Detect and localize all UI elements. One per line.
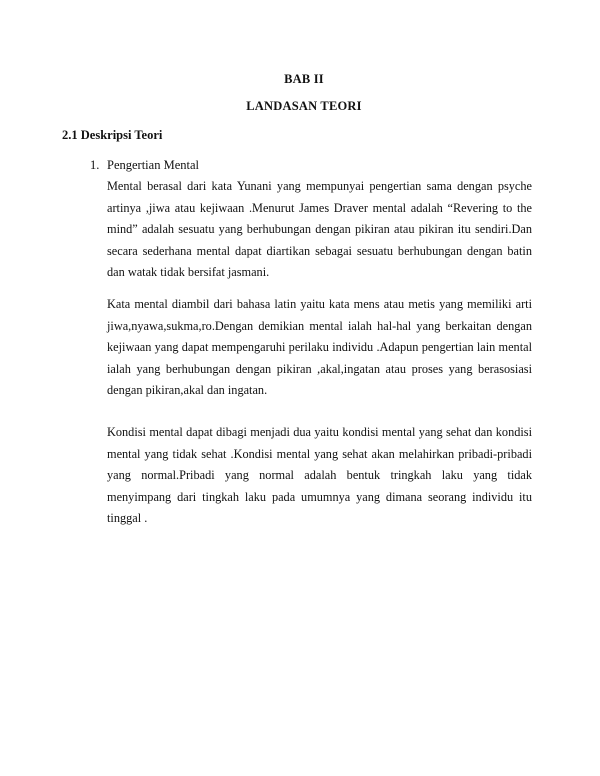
list-marker: 1. bbox=[90, 158, 100, 172]
paragraph-1: Mental berasal dari kata Yunani yang mempunyai pengertian sama dengan psyche artinya ,jiwa atau kejiwaan .Menurut James Draver mental adalah “Revering to the mind” adalah sesuatu yang berhubungan dengan pikiran atau pikiran itu sendiri.Dan secara sederhana mental dapat diartikan sebagai sesuatu berhubungan dengan batin dan watak tidak bersifat jasmani. bbox=[107, 179, 532, 279]
chapter-title: LANDASAN TEORI bbox=[246, 99, 362, 113]
section-heading: 2.1 Deskripsi Teori bbox=[62, 128, 163, 142]
paragraph-3: Kondisi mental dapat dibagi menjadi dua yaitu kondisi mental yang sehat dan kondisi mental yang tidak sehat .Kondisi mental yang sehat akan melahirkan pribadi-pribadi yang normal.Pribadi yang normal adalah bentuk tringkah laku yang tidak menyimpang dari tingkah laku pada umumnya yang dimana seorang individu itu tinggal . bbox=[107, 425, 532, 525]
list-item-label: Pengertian Mental bbox=[107, 158, 199, 172]
chapter-number: BAB II bbox=[284, 72, 324, 86]
paragraph-2: Kata mental diambil dari bahasa latin yaitu kata mens atau metis yang memiliki arti jiwa,nyawa,sukma,ro.Dengan demikian mental ialah hal-hal yang berkaitan dengan kejiwaan yang dapat mempengaruhi perilaku individu .Adapun pengertian lain mental ialah yang berhubungan dengan pikiran ,akal,ingatan atau proses yang berasosiasi dengan pikiran,akal dan ingatan. bbox=[107, 297, 532, 397]
